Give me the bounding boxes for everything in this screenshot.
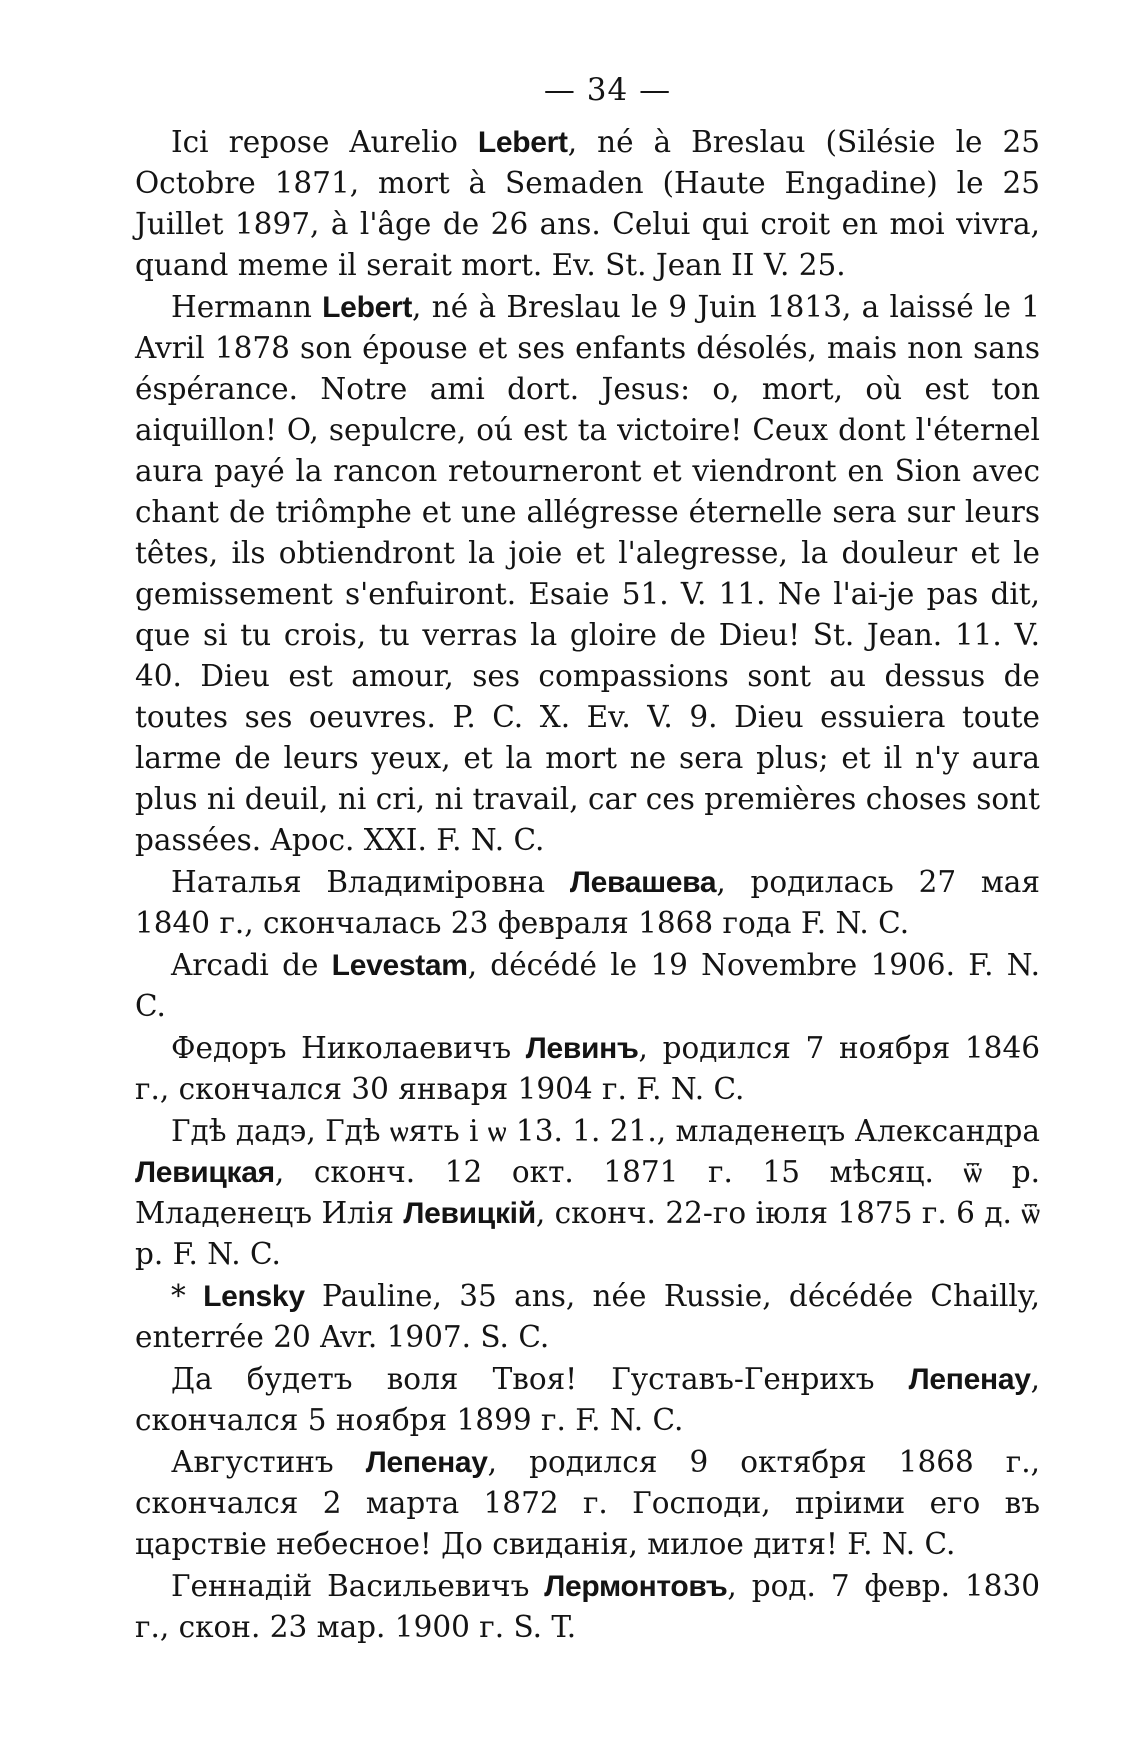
entry-text: Hermann [171, 290, 323, 324]
surname: Левицкая [135, 1156, 275, 1189]
entry-text: , родился 9 октября 1868 г., скончался 2 марта 1872 г. Господи, пріими его въ царствіе небесное! До свиданія, милое дитя! F. N. C. [135, 1445, 1040, 1561]
entry-text: Геннадій Васильевичъ [171, 1569, 545, 1603]
surname: Левашева [569, 866, 717, 899]
entry-text: , род. 7 февр. 1830 г., скон. 23 мар. 1900 г. S. T. [135, 1569, 1040, 1644]
entry-text: , né à Breslau le 9 Juin 1813, a laissé le 1 Avril 1878 son épouse et ses enfants désolés, mais non sans éspérance. Notre ami dort. Jesus: o, mort, où est ton aiquillon! O, sepulcre, oú est ta victoire! Ceux dont l'éternel aura payé la rancon retourneront et viendront en Sion avec chant de triômphe et une allégresse éternelle sera sur leurs têtes, ils obtiendront la joie et l'alegresse, la douleur et le gemissement s'enfuiront. Esaie 51. V. 11. Ne l'ai-je pas dit, que si tu crois, tu verras la gloire de Dieu! St. Jean. 11. V. 40. Dieu est amour, ses compassions sont au dessus de toutes ses oeuvres. P. C. X. Ev. V. 9. Dieu essuiera toute larme de leurs yeux, et la mort ne sera plus; et il n'y aura plus ni deuil, ni cri, ni travail, car ces premières choses sont passées. Apoc. XXI. F. N. C. [135, 290, 1040, 857]
entry-text: , скончался 5 ноября 1899 г. F. N. C. [135, 1362, 1040, 1437]
entry-lepenau-avgustin [135, 1442, 1040, 1565]
entry-hermann-lebert [135, 287, 1040, 861]
page-number: — 34 — [543, 72, 672, 108]
entry-levitskie [135, 1111, 1040, 1275]
surname: Levestam [331, 949, 468, 982]
entry-text: * [171, 1279, 204, 1313]
entry-aurelio-lebert [135, 122, 1040, 286]
entry-text: Наталья Владиміровна [171, 865, 570, 899]
entry-text: Гдѣ дадэ, Гдѣ ѡять і ѡ 13. 1. 21., младенецъ Александра [171, 1114, 1040, 1148]
surname: Лепенау [365, 1446, 488, 1479]
entry-text: , сконч. 12 окт. 1871 г. 15 мѣсяц. ѿ р. Младенецъ Илія [135, 1155, 1040, 1230]
entry-text: , сконч. 22-го іюля 1875 г. 6 д. ѿ р. F. N. C. [135, 1196, 1041, 1271]
entry-text: , décédé le 19 Novembre 1906. F. N. C. [135, 948, 1040, 1023]
entries-list [135, 122, 1040, 1648]
entry-text: Pauline, 35 ans, née Russie, décédée Chailly, enterrée 20 Avr. 1907. S. C. [135, 1279, 1040, 1354]
entry-levasheva [135, 862, 1040, 944]
entry-text: Ici repose Aurelio [171, 125, 478, 159]
surname: Левинъ [525, 1032, 639, 1065]
entry-levestam [135, 945, 1040, 1027]
surname: Левицкій [403, 1197, 536, 1230]
surname: Lebert [322, 291, 413, 324]
entry-text: Да будетъ воля Твоя! Густавъ-Генрихъ [171, 1362, 909, 1396]
entry-levin [135, 1028, 1040, 1110]
entry-text: Arcadi de [171, 948, 332, 982]
surname: Lebert [477, 126, 568, 159]
entry-lensky [135, 1276, 1040, 1358]
entry-text: Федоръ Николаевичъ [171, 1031, 526, 1065]
entry-text: Августинъ [171, 1445, 366, 1479]
surname: Лепенау [908, 1363, 1031, 1396]
surname: Лермонтовъ [544, 1570, 728, 1603]
entry-lermontov [135, 1566, 1040, 1648]
entry-lepenau-gustav [135, 1359, 1040, 1441]
entry-text: , né à Breslau (Silésie le 25 Octobre 1871, mort à Semaden (Haute Engadine) le 25 Juillet 1897, à l'âge de 26 ans. Celui qui croit en moi vivra, quand meme il serait mort. Ev. St. Jean II V. 25. [135, 125, 1040, 282]
entry-text: , родился 7 ноября 1846 г., скончался 30 января 1904 г. F. N. C. [135, 1031, 1040, 1106]
entry-text: , родилась 27 мая 1840 г., скончалась 23 февраля 1868 года F. N. C. [135, 865, 1040, 940]
surname: Lensky [203, 1280, 305, 1313]
